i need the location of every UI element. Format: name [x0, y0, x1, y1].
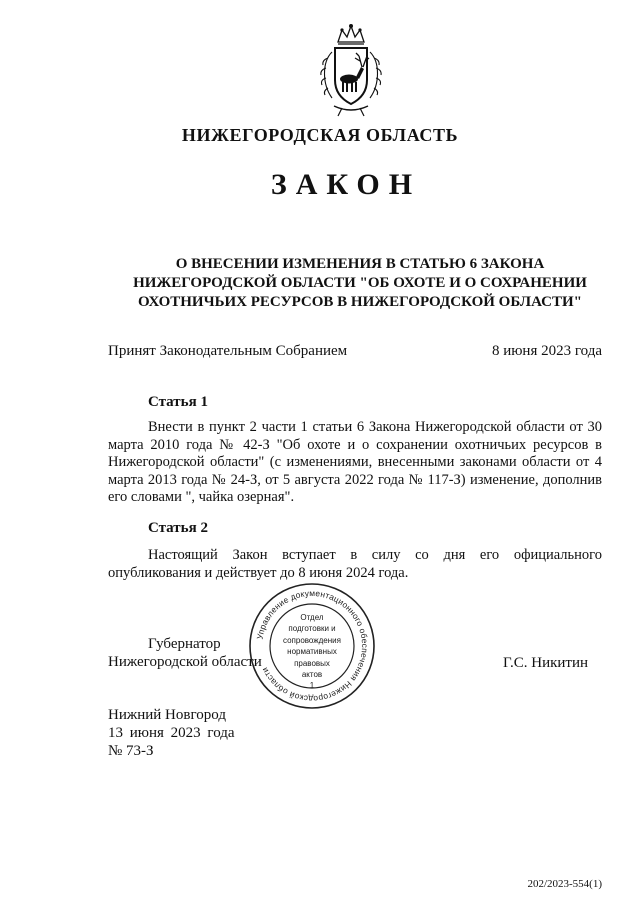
stamp-line: 1 — [309, 681, 315, 691]
stamp-center-text — [276, 612, 348, 692]
law-number: № 73-З — [108, 743, 154, 759]
signatory-region: Нижегородской области — [108, 654, 262, 670]
coat-of-arms-emblem — [318, 22, 384, 118]
stamp-line: правовых — [294, 658, 330, 668]
adopted-by: Принят Законодательным Собранием — [108, 343, 348, 359]
law-title — [110, 255, 610, 312]
stamp-ring-text: Управление документационного обеспечения Нижегородской области — [254, 587, 371, 705]
adoption-date: 8 июня 2023 года — [491, 343, 602, 359]
stamp-line: сопровождения — [283, 635, 341, 645]
region-name: НИЖЕГОРОДСКАЯ ОБЛАСТЬ — [181, 125, 459, 145]
stamp-line: подготовки и — [288, 624, 336, 634]
place-of-signing: Нижний Новгород — [108, 707, 226, 723]
stamp-line: нормативных — [287, 647, 337, 657]
law-title-line: ОХОТНИЧЬИХ РЕСУРСОВ В НИЖЕГОРОДСКОЙ ОБЛАСТИ" — [138, 294, 582, 310]
article-2-text: Настоящий Закон вступает в силу со дня его официального опубликования и действует до 8 июня 2024 года. — [108, 547, 602, 581]
article-2-heading: Статья 2 — [148, 520, 208, 536]
signing-date: 13 июня 2023 года — [108, 725, 235, 741]
article-1-text: Внести в пункт 2 части 1 статьи 6 Закона Нижегородской области от 30 марта 2010 года № 42-З "Об охоте и о сохранении охотничьих ресурсов в Нижегородской области" (с изменениями, внесенными законами области от 4 марта 2013 года № 24-З, от 5 августа 2022 года № 117-З) изменение, дополнив его словами ", чайка озерная". — [108, 419, 602, 505]
stamp-line: Отдел — [300, 613, 324, 622]
signatory-title: Губернатор — [148, 636, 221, 652]
signatory-name: Г.С. Никитин — [503, 655, 589, 671]
law-title-line: О ВНЕСЕНИИ ИЗМЕНЕНИЯ В СТАТЬЮ 6 ЗАКОНА — [175, 256, 545, 272]
document-type: ЗАКОН — [270, 168, 422, 201]
stamp-line: актов — [301, 670, 323, 680]
law-title-line: НИЖЕГОРОДСКОЙ ОБЛАСТИ "ОБ ОХОТЕ И О СОХРАНЕНИИ — [133, 275, 587, 291]
document-code: 202/2023-554(1) — [527, 878, 602, 890]
article-1-heading: Статья 1 — [148, 394, 208, 410]
